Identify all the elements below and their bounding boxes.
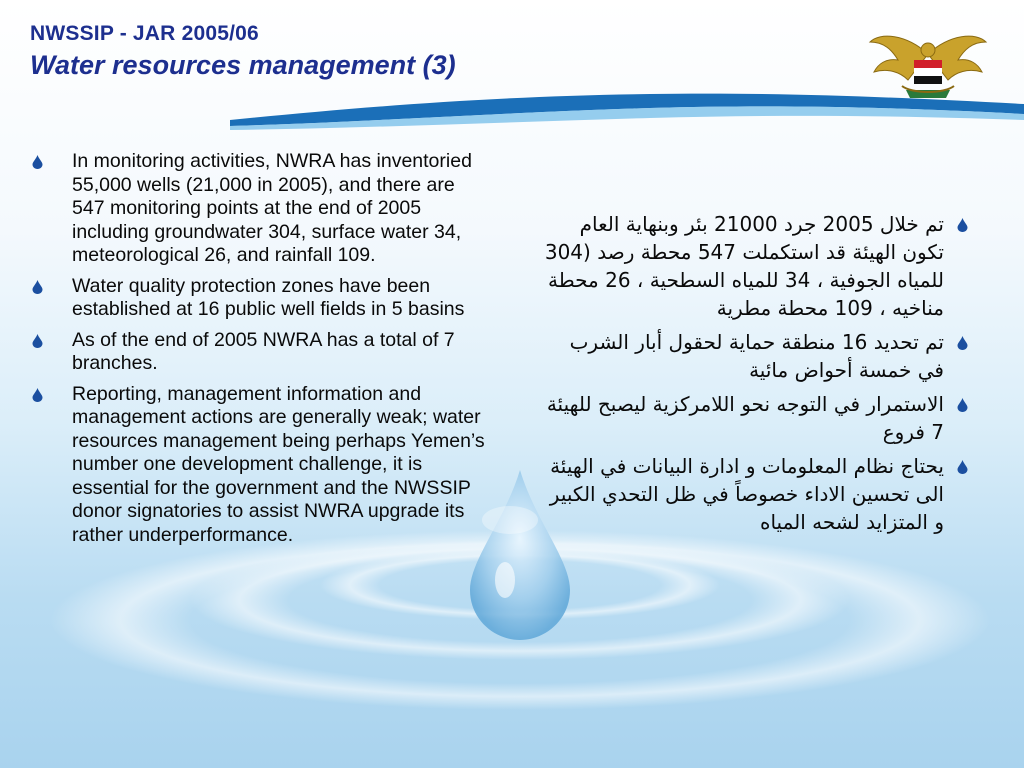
english-content — [30, 150, 485, 554]
bullet-text: Reporting, management information and management actions are generally weak; water resources management being perhaps Yemen’s number one development challenge, it is essential for the government and the NWSSIP donor signatories to assist NWRA upgrade its rather underperformance. — [72, 382, 485, 546]
bullet-text: Water quality protection zones have been established at 16 public well fields in 5 basins — [72, 274, 465, 320]
list-item — [30, 150, 485, 268]
water-drop-bullet-icon — [957, 398, 968, 412]
bullet-text: يحتاج نظام المعلومات و ادارة البيانات في الهيئة الى تحسين الاداء خصوصاً في ظل التحدي الكبير و المتزايد لشحه المياه — [549, 454, 944, 534]
list-item — [540, 390, 970, 446]
english-bullet-list — [30, 150, 485, 547]
water-drop-bullet-icon — [957, 218, 968, 232]
list-item — [30, 275, 485, 322]
slide-header — [30, 22, 456, 81]
list-item — [30, 329, 485, 376]
water-drop-bullet-icon — [957, 460, 968, 474]
water-drop-bullet-icon — [32, 388, 43, 402]
list-item — [540, 210, 970, 322]
water-drop-bullet-icon — [32, 280, 43, 294]
list-item — [30, 383, 485, 548]
list-item — [540, 452, 970, 536]
bullet-text: In monitoring activities, NWRA has inventoried 55,000 wells (21,000 in 2005), and there are 547 monitoring points at the end of 2005 including groundwater 304, surface water 34, meteorological 26, and rainfall 109. — [72, 150, 472, 266]
arabic-content — [540, 210, 970, 542]
bullet-text: الاستمرار في التوجه نحو اللامركزية ليصبح للهيئة 7 فروع — [546, 392, 944, 444]
slide-subtitle: NWSSIP - JAR 2005/06 — [30, 22, 259, 45]
bullet-text: تم خلال 2005 جرد 21000 بئر وبنهاية العام تكون الهيئة قد استكملت 547 محطة رصد (304 للمياه الجوفية ، 34 للمياه السطحية ، 26 محطة مناخيه ، 109 محطة مطرية — [544, 212, 944, 320]
bullet-text: تم تحديد 16 منطقة حماية لحقول أبار الشرب في خمسة أحواض مائية — [569, 330, 944, 382]
slide-title: Water resources management (3) — [30, 50, 456, 80]
list-item — [540, 328, 970, 384]
water-drop-bullet-icon — [32, 334, 43, 348]
arabic-bullet-list — [540, 210, 970, 536]
water-drop-bullet-icon — [957, 336, 968, 350]
water-drop-bullet-icon — [32, 155, 43, 169]
header-wave-divider — [230, 86, 1024, 132]
bullet-text: As of the end of 2005 NWRA has a total of 7 branches. — [72, 328, 455, 374]
